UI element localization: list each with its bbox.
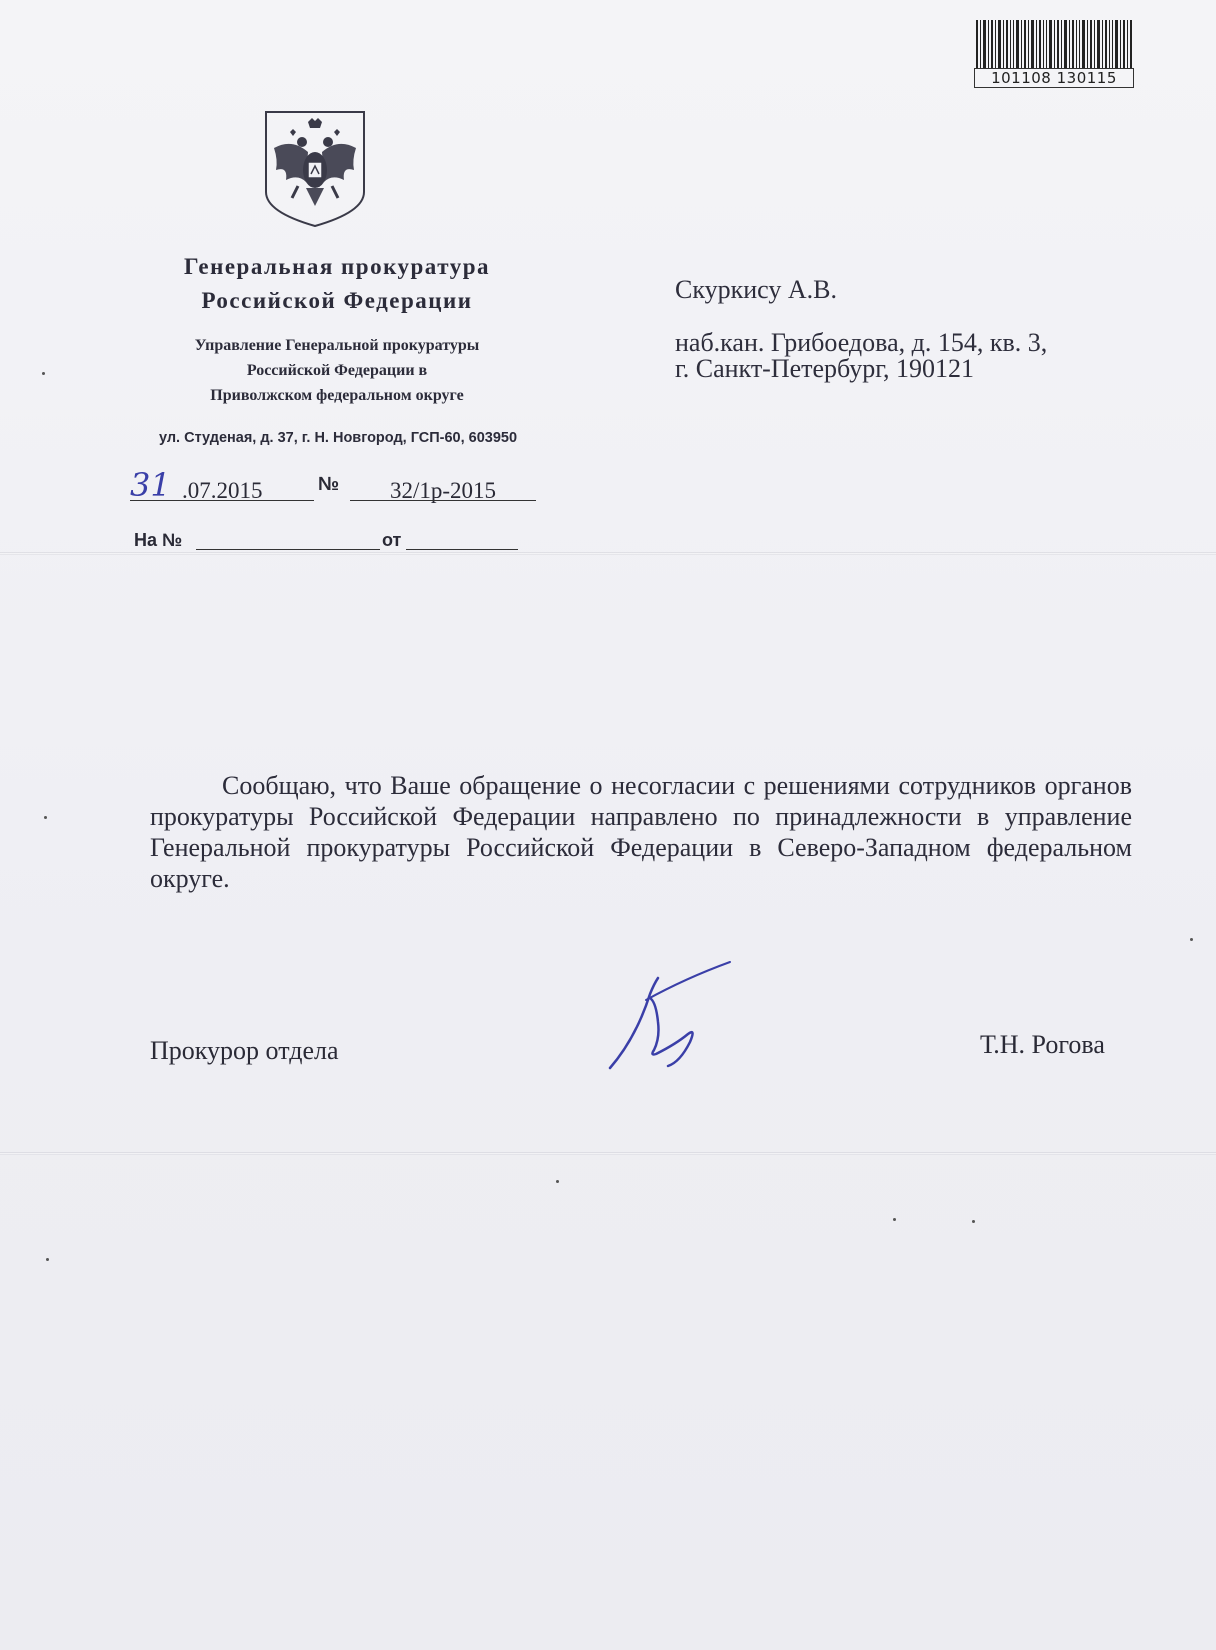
- handwritten-signature: [606, 958, 746, 1078]
- barcode-bars: [974, 20, 1134, 70]
- department-line1: Управление Генеральной прокуратуры: [194, 337, 480, 354]
- reference-label: На №: [134, 530, 183, 550]
- org-name-line2: Российской Федерации: [201, 288, 473, 313]
- reference-from-label: от: [382, 530, 402, 550]
- barcode: [974, 20, 1134, 88]
- number-underline: [350, 500, 536, 501]
- paper-speck: [972, 1220, 975, 1223]
- paper-speck: [44, 816, 47, 819]
- outgoing-date-number: [126, 466, 536, 506]
- paper-speck: [42, 372, 45, 375]
- letter-body: Сообщаю, что Ваше обращение о несогласии с решениями сотрудников органов прокуратуры Российской Федерации направлено по принадлежности в управление Генеральной прокуратуры Российской Федерации в Северо-Западном федеральном округе.: [150, 771, 1132, 893]
- signatory-name: Т.Н. Рогова: [980, 1030, 1105, 1059]
- handwritten-day: 31: [130, 466, 171, 504]
- recipient-address-line1: наб.кан. Грибоедова, д. 154, кв. 3,: [675, 328, 1048, 357]
- barcode-number: 101108 130115: [974, 68, 1134, 88]
- date-underline: [130, 500, 314, 501]
- paper-speck: [1190, 938, 1193, 941]
- reference-number-blank: [196, 549, 380, 550]
- reference-date-blank: [406, 549, 518, 550]
- coat-of-arms-emblem: [262, 108, 368, 230]
- outgoing-number: 32/1р-2015: [390, 478, 497, 503]
- signatory-role: Прокурор отдела: [150, 1036, 339, 1065]
- paper-speck: [893, 1218, 896, 1221]
- paper-speck: [556, 1180, 559, 1183]
- department-line3: Приволжском федеральном округе: [210, 387, 464, 404]
- paper-speck: [46, 1258, 49, 1261]
- reference-line: [134, 530, 544, 558]
- number-sign: №: [318, 474, 340, 495]
- recipient-name: Скуркису А.В.: [675, 275, 837, 304]
- recipient-address-line2: г. Санкт-Петербург, 190121: [675, 354, 975, 383]
- department-line2: Российской Федерации в: [246, 362, 428, 379]
- org-name-line1: Генеральная прокуратура: [183, 254, 490, 279]
- org-address: ул. Студеная, д. 37, г. Н. Новгород, ГСП-60, 603950: [158, 430, 518, 446]
- outgoing-date: .07.2015: [182, 478, 263, 503]
- paper-fold: [0, 1152, 1216, 1155]
